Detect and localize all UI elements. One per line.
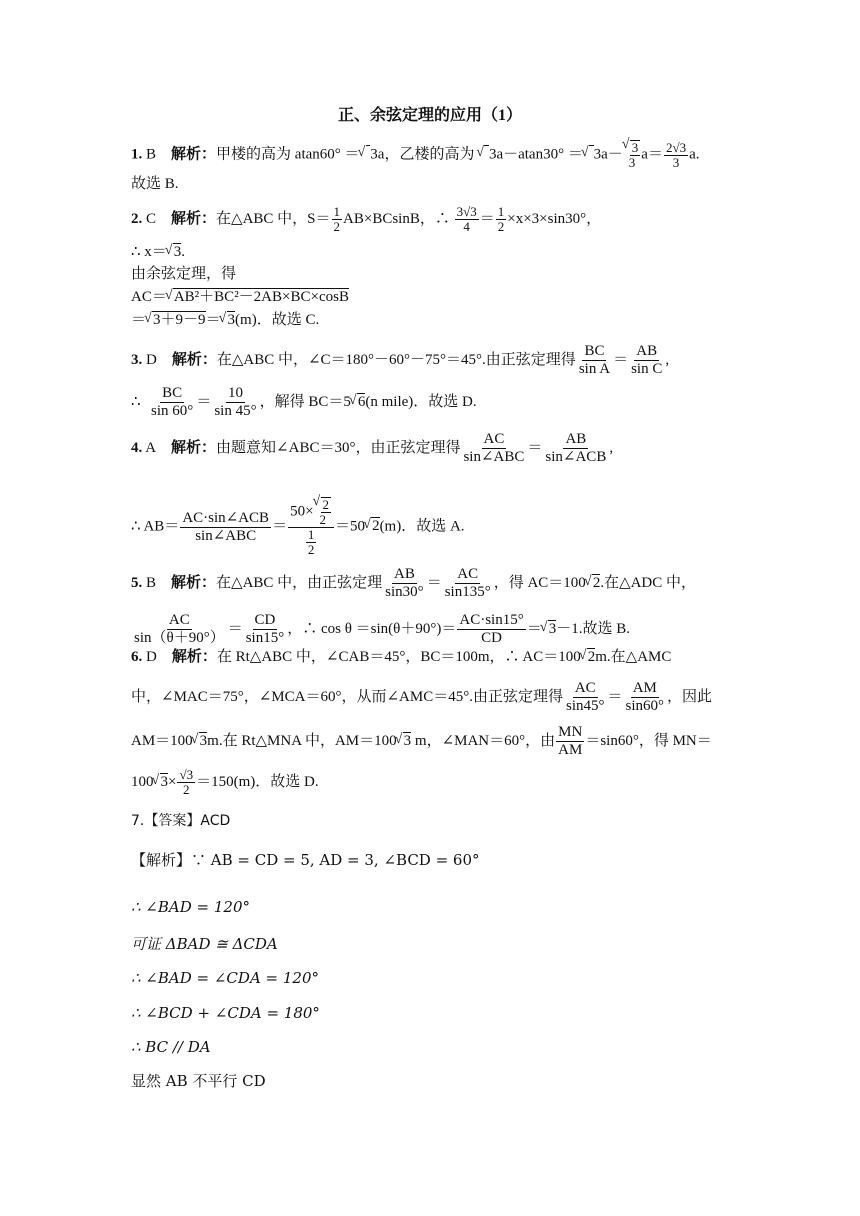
q5-fraction: $\frac{AB}{\sin 30^\circ}$: [385, 566, 424, 600]
q6-fraction: $\frac{MN}{AM}$: [558, 724, 583, 758]
q5-fraction: $\frac{AC\cdot\sin 15^\circ}{CD}$: [459, 612, 524, 646]
q4-line1: [131, 431, 613, 466]
q5-root: √ 2: [592, 574, 601, 591]
q5-text: 在△ABC 中，由正弦定理: [216, 574, 383, 591]
q2-text: AC＝: [131, 289, 167, 305]
q3-text: 在△ABC 中，∠C＝180°－60°－75°＝45°.由正弦定理得: [216, 351, 576, 368]
q6-eq: ＝: [607, 688, 623, 705]
q7-step: ∴ ∠BCD + ∠CDA = 180°: [131, 1004, 320, 1022]
q4-eq: ＝: [272, 518, 288, 535]
q1-text: 3a－: [593, 146, 623, 163]
q1-text: a.: [689, 146, 700, 163]
q1-fraction: $\frac{2√3}{3}$: [665, 139, 687, 170]
q1-eq: ＝: [344, 146, 360, 163]
q6-root: √ 3: [403, 732, 412, 749]
q2-text: .: [181, 244, 186, 260]
q6-root: √ 3: [160, 773, 169, 790]
q6-jx-label: 解析：: [171, 649, 217, 665]
q7-step: ∴ BC // DA: [131, 1038, 211, 1056]
q5-text: .在△ADC 中，: [600, 574, 697, 591]
q2-text: ＝: [131, 312, 147, 328]
q2-line3: 由余弦定理，得: [131, 266, 237, 282]
q6-fraction: $\frac{AM}{\sin 60^\circ}$: [625, 680, 665, 714]
q2-root: √ 3＋9－9: [152, 311, 206, 328]
q2-line5: [131, 310, 319, 330]
q6-text: ×: [168, 773, 177, 790]
q6-line1: [131, 647, 671, 667]
q3-text: ,: [665, 351, 670, 368]
q5-eq: ＝: [526, 620, 542, 637]
q3-root: √ 6: [357, 393, 366, 410]
q2-eq: ＝: [479, 210, 495, 227]
q1-text: a＝: [641, 146, 663, 163]
q6-text: ，因此: [667, 688, 713, 705]
q4-text: 由题意知∠ABC＝30°，由正弦定理得: [216, 439, 461, 456]
q2-fraction: $\frac{1}{2}$: [497, 204, 505, 234]
q4-eq: ＝: [527, 439, 543, 456]
q5-number: 5.: [131, 574, 143, 591]
q7-analysis-line: 【解析】∵ AB = CD = 5, AD = 3, ∠BCD = 60°: [131, 851, 480, 869]
q6-text: m.在△AMC: [595, 649, 672, 665]
q6-text: m.在 Rt△MNA 中，AM＝100: [207, 732, 397, 749]
q5-text: ，得 AC＝100: [493, 574, 586, 591]
q2-root: √ AB²＋BC²－2AB×BC×cosB: [173, 288, 349, 305]
q4-compound-fraction: 50× √ $\frac{2}{2}$ $\frac{1}{2}$: [288, 497, 334, 557]
q5-line2: [131, 612, 630, 647]
q1-fraction: √ $\frac{3}{3}$: [624, 140, 641, 170]
q5-root: √ 3: [548, 620, 557, 637]
q1-root: [366, 145, 371, 162]
q2-text: ＝: [205, 312, 221, 328]
q2-jx-label: 解析：: [171, 210, 217, 227]
q7-step: 可证 ΔBAD ≅ ΔCDA: [131, 935, 278, 953]
q1-line2: 故选 B.: [131, 176, 179, 192]
q1-eq: ＝: [567, 146, 583, 163]
q7-step: 显然 AB 不平行 CD: [131, 1072, 266, 1090]
q3-eq: ＝: [613, 351, 629, 368]
q2-text: (m)．故选 C.: [235, 312, 320, 328]
q4-jx-label: 解析：: [171, 439, 217, 456]
q1-line1: [131, 140, 700, 170]
q5-text: －1.故选 B.: [556, 620, 630, 637]
q5-fraction: $\frac{CD}{\sin 15^\circ}$: [245, 612, 285, 646]
q3-fraction: $\frac{10}{\sin 45^\circ}$: [214, 385, 257, 419]
q7-answer-heading: 7.【答案】ACD: [131, 813, 231, 829]
q4-fraction: AC sin∠ABC: [463, 431, 525, 465]
q3-line2: [131, 385, 477, 420]
q3-fraction: $\frac{AB}{\text{sin C}}$: [631, 343, 663, 377]
q2-line2: [131, 242, 185, 262]
q3-number: 3.: [131, 351, 143, 368]
q2-answer: C: [146, 210, 157, 227]
q6-answer: D: [146, 649, 157, 665]
q6-line3: [131, 724, 712, 759]
q7-step: ∴ ∠BAD = 120°: [131, 898, 250, 916]
q6-text: 100: [131, 773, 154, 790]
q5-eq: ＝: [426, 574, 442, 591]
q5-line1: [131, 566, 696, 601]
q1-root: [589, 145, 594, 162]
q4-fraction: AB sin∠ACB: [545, 431, 607, 465]
q3-text: (n mile)．故选 D.: [365, 393, 477, 410]
q1-answer: B: [146, 146, 157, 163]
q1-root: [484, 145, 489, 162]
q4-text: (m)．故选 A.: [379, 518, 465, 535]
q1-jx-label: 解析：: [171, 146, 217, 163]
q6-text: ＝sin60°，得 MN＝: [585, 732, 712, 749]
q3-line1: [131, 343, 669, 378]
q1-text: 甲楼的高为 atan60°: [216, 146, 341, 163]
q3-text: ∴: [131, 393, 141, 410]
q5-jx-label: 解析：: [171, 574, 217, 591]
q3-eq: ＝: [196, 393, 212, 410]
q5-fraction: $\frac{AC}{\sin 135^\circ}$: [444, 566, 491, 600]
q5-eq: ＝: [227, 620, 243, 637]
q6-line2: [131, 680, 712, 715]
q6-text: 中，∠MAC＝75°，∠MCA＝60°，从而∠AMC＝45°.由正弦定理得: [131, 688, 563, 705]
q3-fraction: $\frac{BC}{\text{sin A}}$: [578, 343, 611, 377]
q4-line2: [131, 497, 465, 557]
q7-step: ∴ ∠BAD = ∠CDA = 120°: [131, 969, 320, 987]
q2-text: ×x×3×sin30°，: [507, 210, 602, 227]
q2-number: 2.: [131, 210, 143, 227]
q6-line4: [131, 768, 319, 797]
q4-text: ,: [609, 439, 614, 456]
q4-root: √ 2: [371, 517, 380, 534]
q5-fraction: $\frac{AC}{\sin(\theta+90^\circ)}$: [134, 612, 225, 646]
q4-text: ＝50: [335, 518, 366, 535]
q6-fraction: $\frac{AC}{\sin 45^\circ}$: [565, 680, 605, 714]
q2-text: 在△ABC 中，S＝: [216, 210, 331, 227]
q1-number: 1.: [131, 146, 143, 163]
q3-fraction: $\frac{BC}{\sin 60^\circ}$: [151, 385, 194, 419]
q1-text: 3a，乙楼的高为: [370, 146, 475, 163]
q6-fraction: $\frac{√3}{2}$: [179, 767, 194, 797]
q1-text: 3a－atan30°: [488, 146, 565, 163]
q6-root: √ 3: [199, 732, 208, 749]
q3-answer: D: [146, 351, 157, 368]
q2-line4: [131, 287, 349, 307]
q2-fraction: $\frac{1}{2}$: [333, 204, 341, 234]
q6-text: AM＝100: [131, 732, 193, 749]
q6-text: m，∠MAN＝60°，由: [411, 732, 556, 749]
q3-text: ，解得 BC＝5: [259, 393, 351, 410]
q3-jx-label: 解析：: [171, 351, 217, 368]
q6-text: ＝150(m)．故选 D.: [196, 773, 319, 790]
q6-root: √ 2: [587, 648, 596, 665]
q5-answer: B: [146, 574, 157, 591]
q2-root: √ 3: [227, 311, 236, 328]
q2-text: AB×BCsinB，∴: [343, 210, 450, 227]
q2-text: ∴ x＝: [131, 244, 167, 260]
q4-fraction: AC·sin∠ACB sin∠ABC: [182, 509, 270, 544]
q5-text: ，∴ cos θ ＝sin(θ＋90°)＝: [287, 620, 457, 637]
q2-fraction: $\frac{3√3}{4}$: [456, 204, 477, 234]
q4-answer: A: [145, 439, 157, 456]
q4-number: 4.: [131, 439, 143, 456]
q4-text: ∴ AB＝: [131, 518, 180, 535]
q6-text: 在 Rt△ABC 中，∠CAB＝45°，BC＝100m，∴ AC＝100: [216, 649, 581, 665]
q2-line1: [131, 205, 601, 234]
q6-number: 6.: [131, 649, 143, 665]
q2-root: √ 3: [173, 243, 182, 260]
page-title: 正、余弦定理的应用（1）: [337, 107, 522, 124]
